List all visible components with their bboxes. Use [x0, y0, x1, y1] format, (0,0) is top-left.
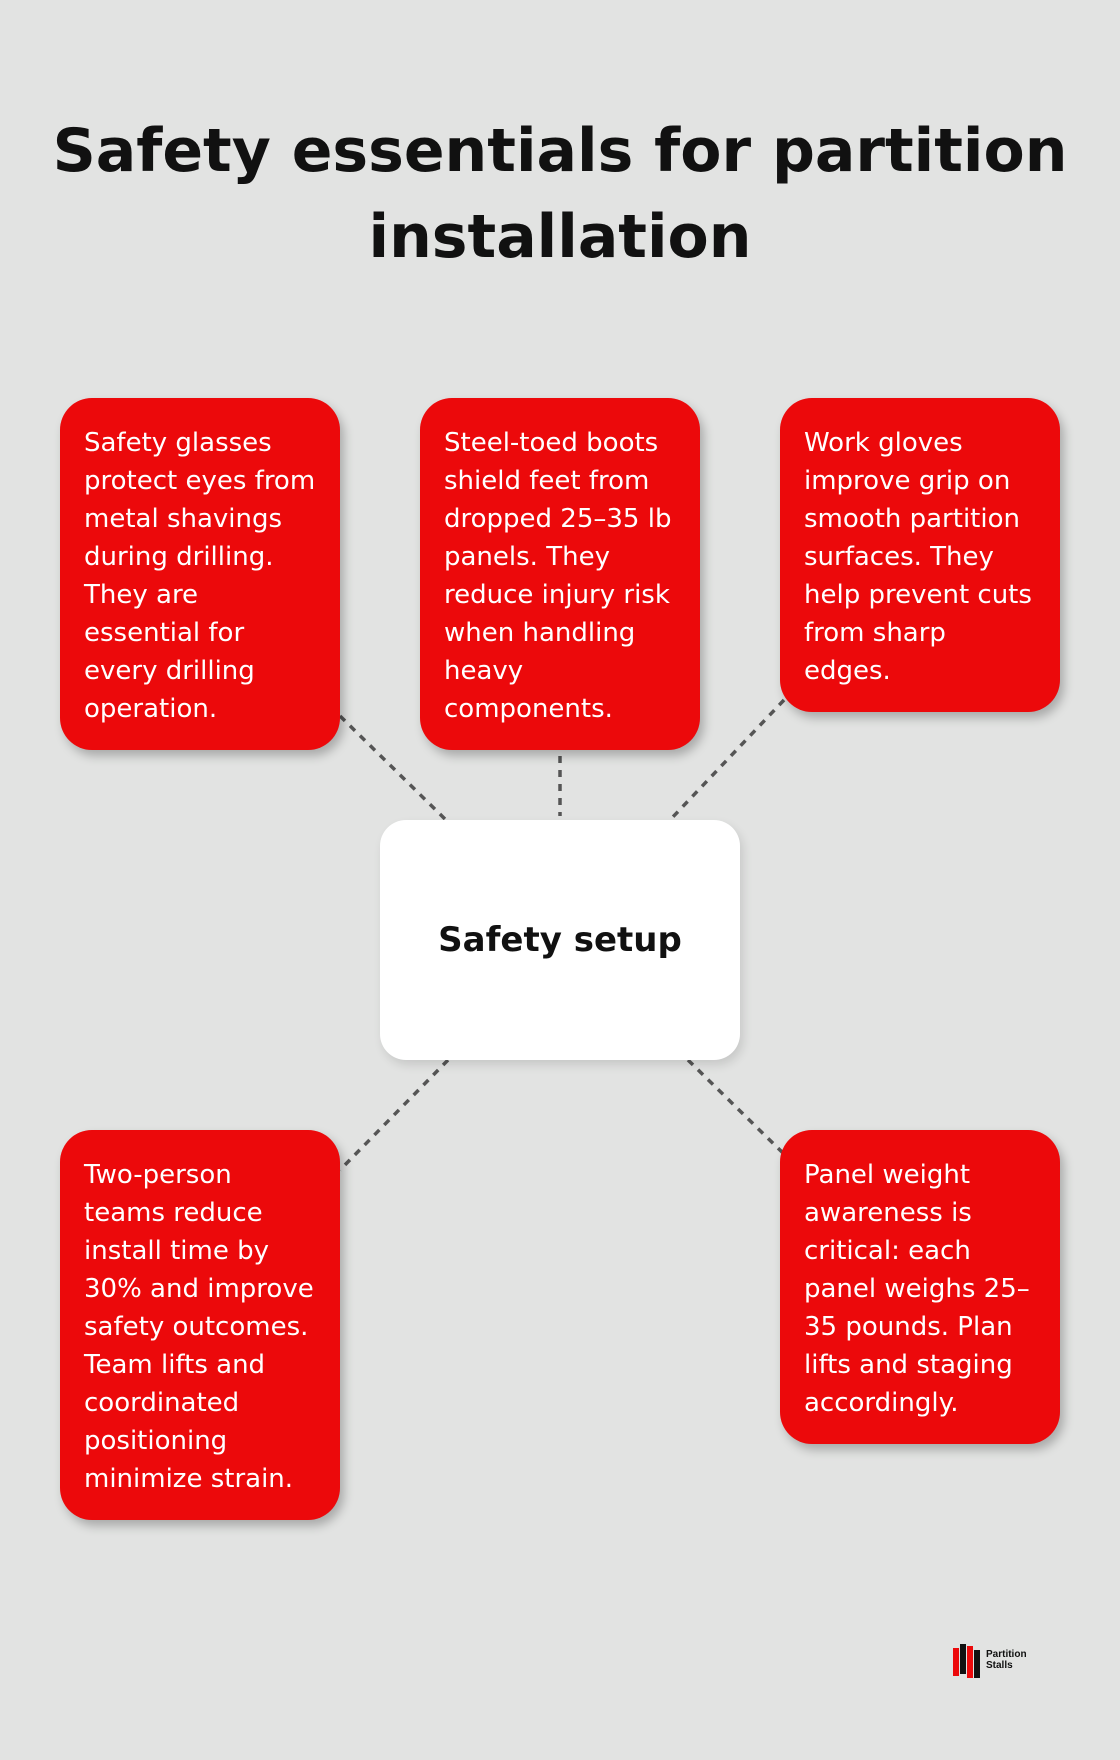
partition-stalls-logo-icon: [952, 1640, 982, 1680]
card-two-person-teams: Two-person teams reduce install time by 30% and improve safety outcomes. Team lifts and coordinated positioning minimize strain.: [60, 1130, 340, 1520]
center-node: Safety setup: [380, 820, 740, 1060]
logo-text-line1: Partition: [986, 1649, 1027, 1660]
logo-text-line2: Stalls: [986, 1660, 1013, 1671]
card-steel-toed-boots: Steel-toed boots shield feet from dropped 25–35 lb panels. They reduce injury risk when handling heavy components.: [420, 398, 700, 750]
connector-4: [340, 1060, 448, 1170]
card-panel-weight: Panel weight awareness is critical: each panel weighs 25–35 pounds. Plan lifts and staging accordingly.: [780, 1130, 1060, 1444]
page-title: Safety essentials for partition installation: [52, 116, 1068, 272]
connector-5: [688, 1060, 784, 1154]
card-safety-glasses: Safety glasses protect eyes from metal shavings during drilling. They are essential for every drilling operation.: [60, 398, 340, 750]
card-work-gloves: Work gloves improve grip on smooth partition surfaces. They help prevent cuts from sharp edges.: [780, 398, 1060, 712]
brand-logo: [952, 1640, 1036, 1680]
